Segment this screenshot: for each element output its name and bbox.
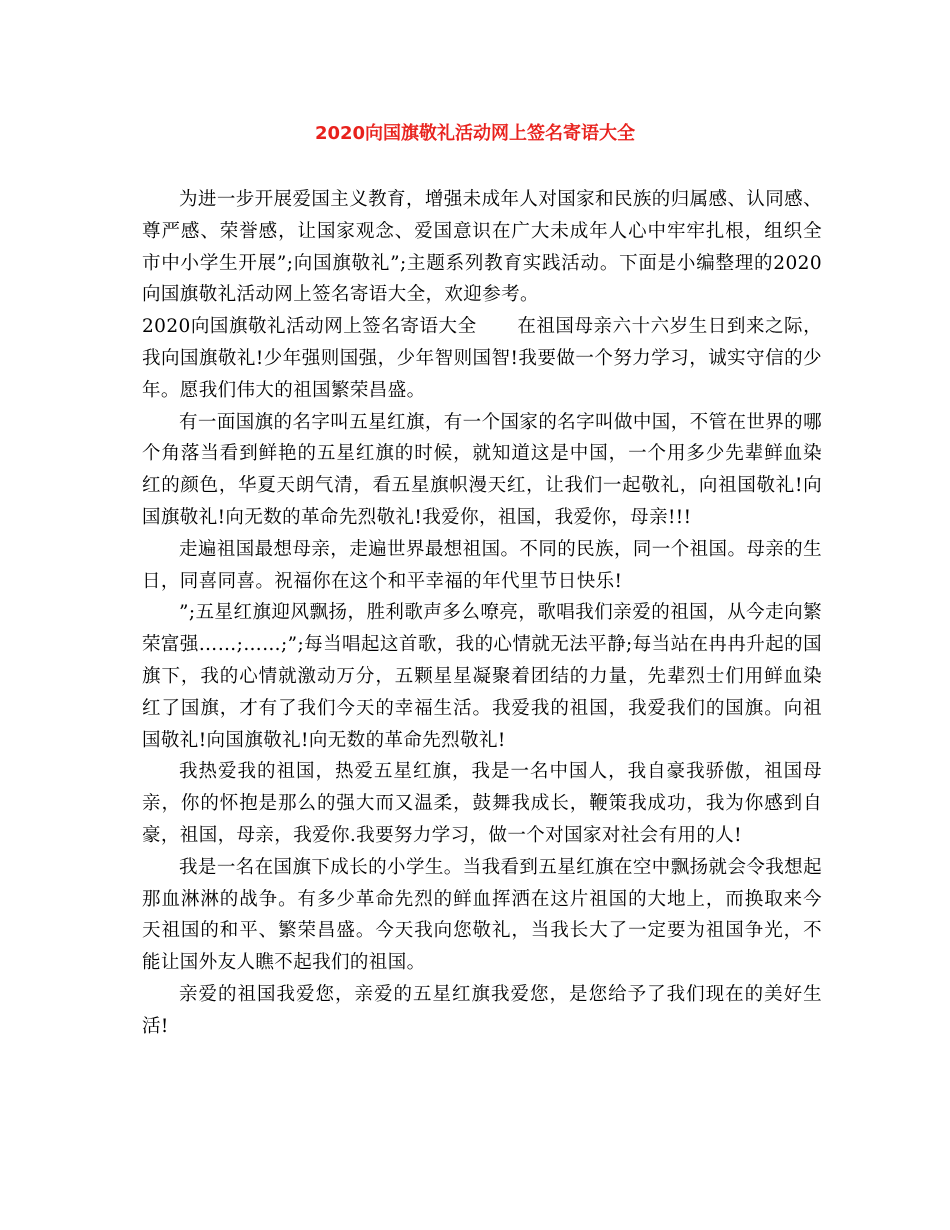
message-paragraph: ”;五星红旗迎风飘扬，胜利歌声多么嘹亮，歌唱我们亲爱的祖国，从今走向繁荣富强……;……;”;每当唱起这首歌，我的心情就无法平静;每当站在冉冉升起的国旗下，我的心情就激动万分，五颗星星凝聚着团结的力量，先辈烈士们用鲜血染红了国旗，才有了我们今天的幸福生活。我爱我的祖国，我爱我们的国旗。向祖国敬礼!向国旗敬礼!向无数的革命先烈敬礼! — [142, 602, 822, 751]
message-paragraph: 我热爱我的祖国，热爱五星红旗，我是一名中国人，我自豪我骄傲，祖国母亲，你的怀抱是那么的强大而又温柔，鼓舞我成长，鞭策我成功，我为你感到自豪，祖国，母亲，我爱你.我要努力学习，做一个对国家对社会有用的人! — [142, 761, 822, 846]
message-paragraph: 亲爱的祖国我爱您，亲爱的五星红旗我爱您，是您给予了我们现在的美好生活! — [142, 983, 822, 1037]
message-paragraph: 我是一名在国旗下成长的小学生。当我看到五星红旗在空中飘扬就会令我想起那血淋淋的战争。有多少革命先烈的鲜血挥洒在这片祖国的大地上，而换取来今天祖国的和平、繁荣昌盛。今天我向您敬礼，当我长大了一定要为祖国争光，不能让国外友人瞧不起我们的祖国。 — [142, 856, 822, 974]
message-paragraph: 走遍祖国最想母亲，走遍世界最想祖国。不同的民族，同一个祖国。母亲的生日，同喜同喜。祝福你在这个和平幸福的年代里节日快乐! — [142, 538, 822, 592]
intro-paragraph: 为进一步开展爱国主义教育，增强未成年人对国家和民族的归属感、认同感、尊严感、荣誉感，让国家观念、爱国意识在广大未成年人心中牢牢扎根，组织全市中小学生开展”;向国旗敬礼”;主题系列教育实践活动。下面是小编整理的2020向国旗敬礼活动网上签名寄语大全，欢迎参考。 — [142, 189, 822, 306]
document-title: 2020向国旗敬礼活动网上签名寄语大全 — [314, 123, 636, 144]
document-body — [142, 184, 822, 1043]
section-heading: 2020向国旗敬礼活动网上签名寄语大全 — [142, 316, 477, 338]
section-heading-paragraph — [142, 311, 822, 406]
section-first-message: 在祖国母亲六十六岁生日到来之际，我向国旗敬礼!少年强则国强，少年智则国智!我要做一个努力学习，诚实守信的少年。愿我们伟大的祖国繁荣昌盛。 — [142, 316, 822, 401]
message-paragraph: 有一面国旗的名字叫五星红旗，有一个国家的名字叫做中国，不管在世界的哪个角落当看到鲜艳的五星红旗的时候，就知道这是中国，一个用多少先辈鲜血染红的颜色，华夏天朗气清，看五星旗帜漫天红，让我们一起敬礼，向祖国敬礼!向国旗敬礼!向无数的革命先烈敬礼!我爱你，祖国，我爱你，母亲!!! — [142, 411, 822, 528]
